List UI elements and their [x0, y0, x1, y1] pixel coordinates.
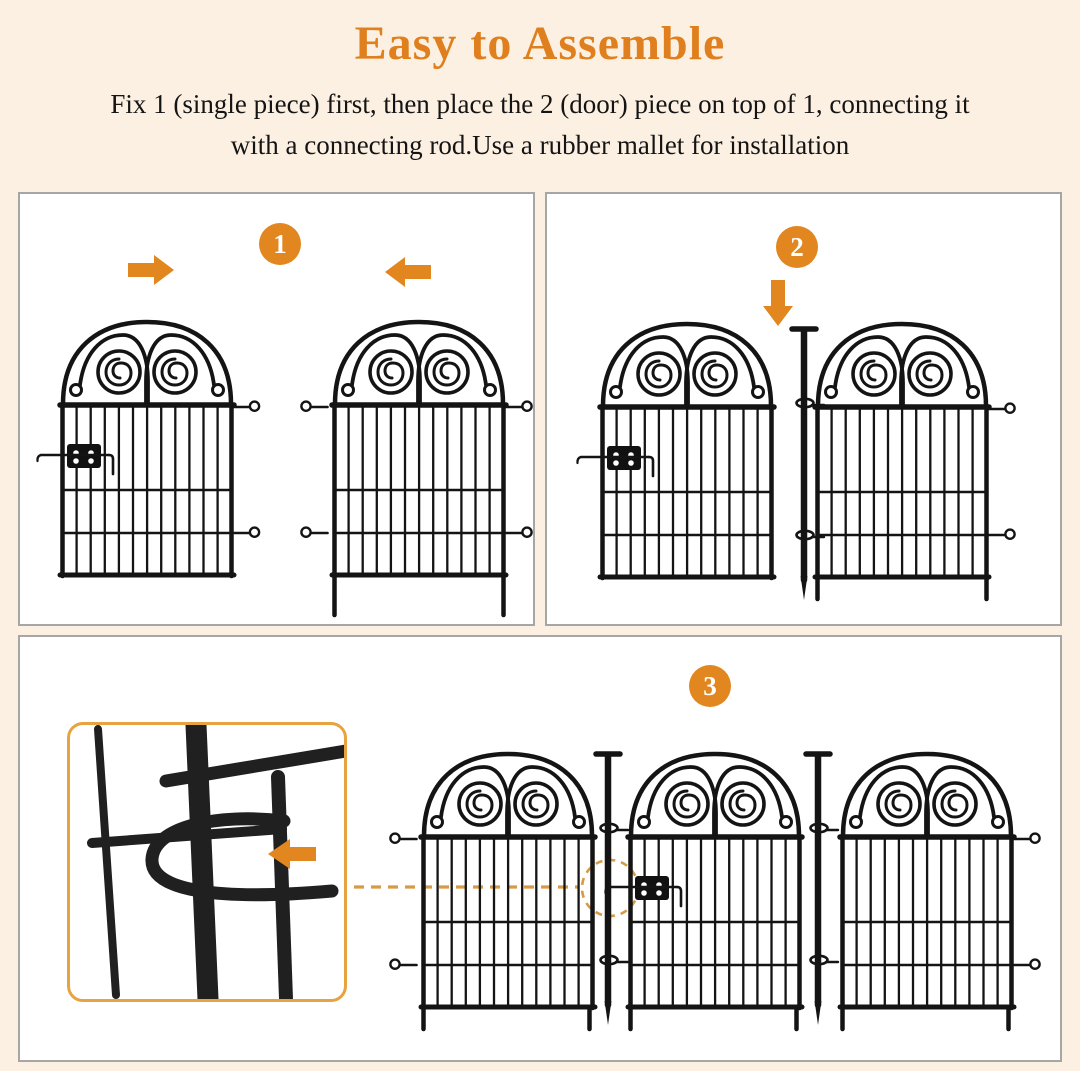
step-number-badge: [259, 223, 301, 265]
instruction-line-1: Fix 1 (single piece) first, then place the 2 (door) piece on top of 1, connecting it: [110, 89, 970, 119]
fence-piece-single: [577, 324, 774, 578]
connecting-rod: [806, 754, 838, 1025]
step-3-panel: [18, 635, 1062, 1062]
gate-latch-icon: [605, 876, 681, 906]
page-title: Easy to Assemble: [354, 17, 726, 70]
fence-piece-middle-door: [605, 754, 802, 1029]
fence-piece-door: [815, 324, 1015, 599]
gate-latch-icon: [37, 444, 113, 474]
fence-piece-single: [37, 322, 259, 576]
instruction-line-2: with a connecting rod.Use a rubber mallet for installation: [230, 130, 850, 160]
fence-piece-right: [840, 754, 1040, 1029]
connection-detail-inset: [67, 722, 347, 1002]
step-number: 2: [790, 231, 804, 262]
step-number-badge: [689, 665, 731, 707]
gate-latch-icon: [577, 446, 653, 476]
fence-piece-left: [390, 754, 595, 1029]
step-2-panel: [545, 192, 1062, 626]
arrow-down-icon: [763, 280, 793, 326]
arrow-right-icon: [128, 255, 174, 285]
step-1-panel: [18, 192, 535, 626]
instruction-text: [0, 84, 1080, 166]
step-number: 3: [703, 670, 717, 701]
arrow-left-icon: [385, 257, 431, 287]
connection-closeup-art: [70, 725, 344, 999]
step-number-badge: [776, 226, 818, 268]
step-number: 1: [273, 228, 287, 259]
fence-piece-door: [301, 322, 531, 615]
connecting-rod: [596, 754, 628, 1025]
